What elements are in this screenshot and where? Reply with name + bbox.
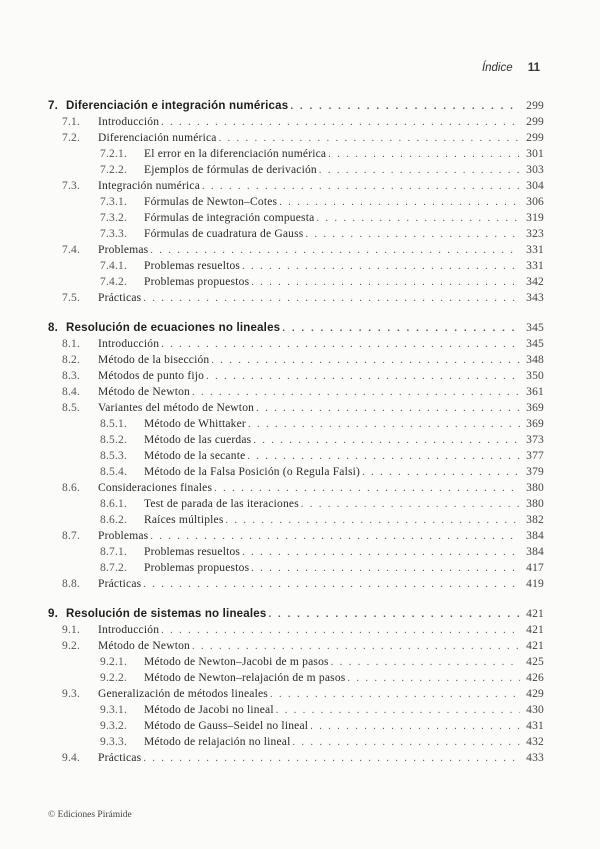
entry-page: 361 <box>526 386 544 398</box>
entry-title: Prácticas <box>98 292 142 304</box>
entry-title: Fórmulas de integración compuesta <box>144 212 315 224</box>
toc-subsection[interactable] <box>48 448 544 464</box>
leader-dots <box>347 671 520 687</box>
entry-title: Diferenciación e integración numéricas <box>66 100 289 112</box>
entry-title: Test de parada de las iteraciones <box>144 498 299 510</box>
entry-title: Problemas resueltos <box>144 546 241 558</box>
entry-number: 7.3.3. <box>100 228 128 240</box>
entry-page: 431 <box>526 720 544 732</box>
entry-title: Problemas propuestos <box>144 562 250 574</box>
toc-section[interactable] <box>48 114 544 130</box>
toc-subsection[interactable] <box>48 432 544 448</box>
entry-title: Problemas propuestos <box>144 276 250 288</box>
entry-page: 432 <box>526 736 544 748</box>
toc-subsection[interactable] <box>48 416 544 432</box>
entry-page: 384 <box>526 546 544 558</box>
entry-number: 9.3. <box>62 688 81 700</box>
leader-dots <box>256 401 520 417</box>
toc-section[interactable] <box>48 750 544 766</box>
entry-page: 303 <box>526 164 544 176</box>
leader-dots <box>253 433 520 449</box>
toc-section[interactable] <box>48 352 544 368</box>
leader-dots <box>161 115 520 131</box>
toc-subsection[interactable] <box>48 226 544 242</box>
entry-title: Introducción <box>98 624 160 636</box>
entry-page: 306 <box>526 196 544 208</box>
entry-number: 9.2.2. <box>100 672 128 684</box>
entry-title: Método de las cuerdas <box>144 434 252 446</box>
toc-subsection[interactable] <box>48 512 544 528</box>
entry-number: 8.5. <box>62 402 81 414</box>
toc-subsection[interactable] <box>48 258 544 274</box>
toc-subsection[interactable] <box>48 670 544 686</box>
entry-title: Método de relajación no lineal <box>144 736 291 748</box>
toc-chapter[interactable] <box>48 606 544 622</box>
entry-number: 9. <box>48 608 58 620</box>
entry-page: 421 <box>526 640 544 652</box>
entry-number: 8.5.2. <box>100 434 128 446</box>
entry-title: Problemas <box>98 530 149 542</box>
toc-subsection[interactable] <box>48 194 544 210</box>
entry-title: Variantes del método de Newton <box>98 402 255 414</box>
entry-title: Introducción <box>98 338 160 350</box>
entry-title: Generalización de métodos lineales <box>98 688 268 700</box>
leader-dots <box>150 529 520 545</box>
toc-section[interactable] <box>48 368 544 384</box>
entry-page: 421 <box>526 608 544 620</box>
entry-page: 301 <box>526 148 544 160</box>
toc-subsection[interactable] <box>48 734 544 750</box>
entry-page: 345 <box>526 338 544 350</box>
leader-dots <box>143 291 520 307</box>
leader-dots <box>242 545 520 561</box>
entry-number: 7.3.1. <box>100 196 128 208</box>
entry-number: 7.1. <box>62 116 81 128</box>
entry-title: Método de Newton–relajación de m pasos <box>144 672 346 684</box>
entry-number: 7.4.1. <box>100 260 128 272</box>
entry-title: Método de la Falsa Posición (o Regula Falsi) <box>144 466 361 478</box>
leader-dots <box>202 179 520 195</box>
entry-number: 8.6. <box>62 482 81 494</box>
toc-subsection[interactable] <box>48 560 544 576</box>
entry-page: 299 <box>526 100 544 112</box>
toc-section[interactable] <box>48 336 544 352</box>
toc-subsection[interactable] <box>48 496 544 512</box>
leader-dots <box>331 655 520 671</box>
toc-subsection[interactable] <box>48 146 544 162</box>
entry-title: Fórmulas de cuadratura de Gauss <box>144 228 304 240</box>
entry-title: Consideraciones finales <box>98 482 213 494</box>
toc-chapter[interactable] <box>48 98 544 114</box>
leader-dots <box>293 735 520 751</box>
entry-page: 380 <box>526 498 544 510</box>
entry-title: Método de Newton–Jacobi de m pasos <box>144 656 329 668</box>
toc-section[interactable] <box>48 242 544 258</box>
header-page-number: 11 <box>527 62 540 74</box>
entry-number: 8.5.4. <box>100 466 128 478</box>
entry-title: Fórmulas de Newton–Cotes <box>144 196 278 208</box>
entry-title: Métodos de punto fijo <box>98 370 205 382</box>
entry-page: 384 <box>526 530 544 542</box>
leader-dots <box>192 385 520 401</box>
toc-section[interactable] <box>48 130 544 146</box>
entry-page: 304 <box>526 180 544 192</box>
toc-section[interactable] <box>48 638 544 654</box>
leader-dots <box>242 259 520 275</box>
entry-page: 373 <box>526 434 544 446</box>
leader-dots <box>270 687 520 703</box>
leader-dots <box>161 623 520 639</box>
footer-publisher: © Ediciones Pirámide <box>48 810 132 820</box>
toc-subsection[interactable] <box>48 544 544 560</box>
entry-page: 426 <box>526 672 544 684</box>
leader-dots <box>143 751 520 767</box>
entry-number: 8.5.1. <box>100 418 128 430</box>
entry-title: Método de Whittaker <box>144 418 246 430</box>
toc-section[interactable] <box>48 290 544 306</box>
entry-title: Introducción <box>98 116 160 128</box>
toc-section[interactable] <box>48 622 544 638</box>
entry-number: 8. <box>48 322 58 334</box>
toc-section[interactable] <box>48 400 544 416</box>
entry-number: 8.1. <box>62 338 81 350</box>
toc-section[interactable] <box>48 686 544 702</box>
leader-dots <box>226 513 520 529</box>
leader-dots <box>290 99 520 115</box>
entry-page: 331 <box>526 244 544 256</box>
leader-dots <box>211 353 520 369</box>
entry-page: 379 <box>526 466 544 478</box>
entry-title: Diferenciación numérica <box>98 132 217 144</box>
entry-title: Método de Jacobi no lineal <box>144 704 274 716</box>
entry-title: Integración numérica <box>98 180 201 192</box>
entry-number: 8.5.3. <box>100 450 128 462</box>
leader-dots <box>276 703 520 719</box>
entry-number: 8.7. <box>62 530 81 542</box>
leader-dots <box>362 465 520 481</box>
entry-number: 7.2. <box>62 132 81 144</box>
entry-title: Método de Newton <box>98 640 190 652</box>
entry-title: Ejemplos de fórmulas de derivación <box>144 164 317 176</box>
entry-title: Problemas resueltos <box>144 260 241 272</box>
toc-subsection[interactable] <box>48 702 544 718</box>
entry-number: 9.3.2. <box>100 720 128 732</box>
leader-dots <box>248 417 520 433</box>
entry-title: Resolución de sistemas no lineales <box>66 608 267 620</box>
leader-dots <box>150 243 520 259</box>
toc-section[interactable] <box>48 576 544 592</box>
leader-dots <box>316 211 520 227</box>
entry-page: 425 <box>526 656 544 668</box>
leader-dots <box>251 275 520 291</box>
toc-subsection[interactable] <box>48 274 544 290</box>
toc-section[interactable] <box>48 178 544 194</box>
entry-page: 348 <box>526 354 544 366</box>
entry-number: 9.1. <box>62 624 81 636</box>
entry-number: 8.3. <box>62 370 81 382</box>
entry-title: Problemas <box>98 244 149 256</box>
entry-page: 319 <box>526 212 544 224</box>
entry-page: 419 <box>526 578 544 590</box>
entry-page: 433 <box>526 752 544 764</box>
entry-title: Método de la secante <box>144 450 246 462</box>
toc-subsection[interactable] <box>48 162 544 178</box>
entry-number: 7.4.2. <box>100 276 128 288</box>
entry-page: 299 <box>526 132 544 144</box>
leader-dots <box>279 195 520 211</box>
leader-dots <box>319 163 520 179</box>
entry-number: 7.5. <box>62 292 81 304</box>
entry-page: 345 <box>526 322 544 334</box>
entry-number: 9.2.1. <box>100 656 128 668</box>
entry-page: 369 <box>526 418 544 430</box>
entry-page: 350 <box>526 370 544 382</box>
entry-page: 430 <box>526 704 544 716</box>
leader-dots <box>206 369 520 385</box>
entry-number: 8.7.1. <box>100 546 128 558</box>
entry-number: 8.2. <box>62 354 81 366</box>
entry-number: 7.2.1. <box>100 148 128 160</box>
entry-title: El error en la diferenciación numérica <box>144 148 327 160</box>
leader-dots <box>282 321 520 337</box>
entry-title: Prácticas <box>98 752 142 764</box>
table-of-contents <box>48 98 544 766</box>
header-label: Índice <box>481 62 513 74</box>
entry-number: 8.8. <box>62 578 81 590</box>
leader-dots <box>161 337 520 353</box>
entry-title: Prácticas <box>98 578 142 590</box>
entry-number: 7. <box>48 100 58 112</box>
leader-dots <box>251 561 520 577</box>
entry-number: 7.3. <box>62 180 81 192</box>
toc-subsection[interactable] <box>48 464 544 480</box>
entry-page: 342 <box>526 276 544 288</box>
entry-page: 377 <box>526 450 544 462</box>
chapter-spacer <box>48 306 544 320</box>
entry-number: 7.3.2. <box>100 212 128 224</box>
entry-page: 382 <box>526 514 544 526</box>
entry-page: 417 <box>526 562 544 574</box>
entry-title: Método de Newton <box>98 386 190 398</box>
toc-section[interactable] <box>48 528 544 544</box>
toc-section[interactable] <box>48 384 544 400</box>
chapter-spacer <box>48 592 544 606</box>
entry-title: Método de la bisección <box>98 354 210 366</box>
leader-dots <box>143 577 520 593</box>
entry-page: 323 <box>526 228 544 240</box>
toc-subsection[interactable] <box>48 718 544 734</box>
leader-dots <box>247 449 520 465</box>
leader-dots <box>328 147 520 163</box>
entry-page: 421 <box>526 624 544 636</box>
running-header <box>482 62 540 74</box>
entry-number: 8.6.1. <box>100 498 128 510</box>
leader-dots <box>310 719 520 735</box>
leader-dots <box>306 227 521 243</box>
toc-section[interactable] <box>48 480 544 496</box>
entry-number: 9.4. <box>62 752 81 764</box>
entry-number: 8.7.2. <box>100 562 128 574</box>
entry-title: Método de Gauss–Seidel no lineal <box>144 720 309 732</box>
entry-page: 369 <box>526 402 544 414</box>
leader-dots <box>219 131 520 147</box>
entry-page: 380 <box>526 482 544 494</box>
entry-number: 7.4. <box>62 244 81 256</box>
toc-chapter[interactable] <box>48 320 544 336</box>
entry-number: 8.6.2. <box>100 514 128 526</box>
entry-title: Raíces múltiples <box>144 514 224 526</box>
entry-page: 429 <box>526 688 544 700</box>
entry-number: 9.3.1. <box>100 704 128 716</box>
toc-subsection[interactable] <box>48 210 544 226</box>
entry-number: 9.3.3. <box>100 736 128 748</box>
entry-number: 7.2.2. <box>100 164 128 176</box>
entry-number: 8.4. <box>62 386 81 398</box>
leader-dots <box>301 497 520 513</box>
entry-page: 343 <box>526 292 544 304</box>
entry-page: 331 <box>526 260 544 272</box>
entry-page: 299 <box>526 116 544 128</box>
entry-number: 9.2. <box>62 640 81 652</box>
leader-dots <box>214 481 520 497</box>
toc-subsection[interactable] <box>48 654 544 670</box>
leader-dots <box>192 639 520 655</box>
entry-title: Resolución de ecuaciones no lineales <box>66 322 281 334</box>
leader-dots <box>268 607 520 623</box>
